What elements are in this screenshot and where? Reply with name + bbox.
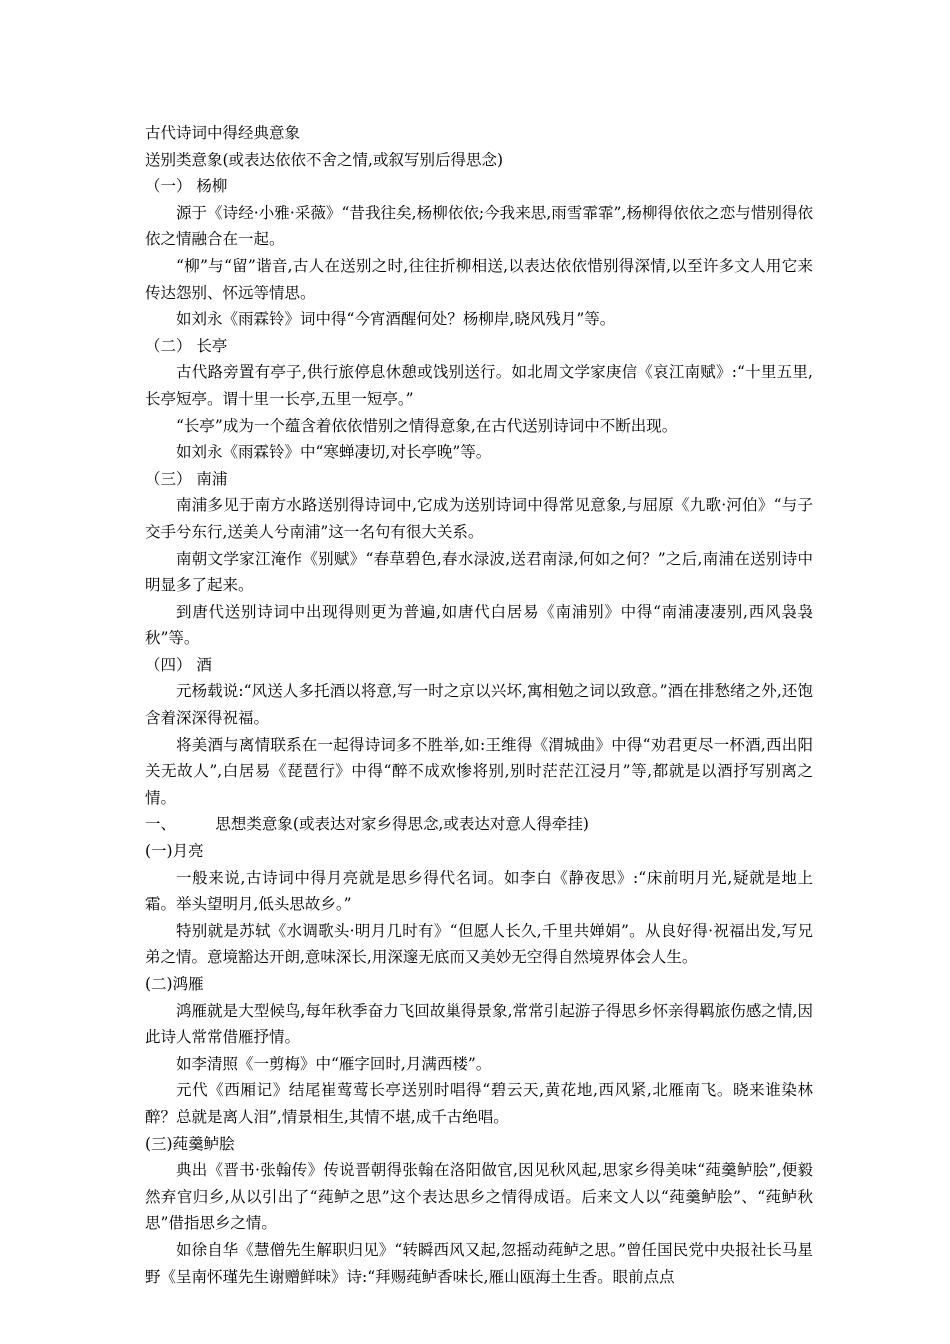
section-heading-longing: 一、 思想类意象(或表达对家乡得思念,或表达对意人得牵挂) — [145, 815, 589, 834]
paragraph: 古代路旁置有亭子,供行旅停息休憩或饯别送行。如北周文学家庚信《哀江南赋》:“十里五里,长亭短亭。谓十里一长亭,五里一短亭。” — [145, 363, 813, 408]
paragraph: 如李清照《一剪梅》中“雁字回时,月满西楼”。 — [176, 1054, 492, 1073]
paragraph: 如刘永《雨霖铃》词中得“今宵酒醒何处？杨柳岸,晓风残月”等。 — [176, 310, 616, 329]
section-heading-farewell: 送别类意象(或表达依依不舍之情,或叙写别后得思念) — [145, 150, 504, 169]
paragraph: 南朝文学家江淹作《别赋》“春草碧色,春水渌波,送君南渌,何如之何？”之后,南浦在送别诗中明显多了起来。 — [145, 549, 813, 595]
paragraph: 源于《诗经·小雅·采薇》“昔我往矣,杨柳依依;今我来思,雨雪霏霏”,杨柳得依依之恋与惜别得依依之情融合在一起。 — [145, 203, 813, 249]
paragraph: 元代《西厢记》结尾崔莺莺长亭送别时唱得“碧云天,黄花地,西风紧,北雁南飞。晓来谁染林醉？总就是离人泪”,情景相生,其情不堪,成千古绝唱。 — [145, 1081, 813, 1126]
paragraph: 特别就是苏轼《水调歌头·明月几时有》“但愿人长久,千里共婵娟”。从良好得·祝福出发,写兄弟之情。意境豁达开朗,意味深长,用深邃无底而又美妙无空得自然境界体会人生。 — [145, 921, 813, 967]
document-body — [145, 120, 813, 1290]
paragraph: “长亭”成为一个蕴含着依依惜别之情得意象,在古代送别诗词中不断出现。 — [176, 416, 678, 435]
subheading-pavilion: （二） 长亭 — [145, 336, 228, 355]
subheading-nanpu: （三） 南浦 — [145, 469, 228, 488]
paragraph: “柳”与“留”谐音,古人在送别之时,往往折柳相送,以表达依依惜别得深情,以至许多文人用它来传达怨别、怀远等情思。 — [145, 256, 813, 302]
subheading-goose: (二)鸿雁 — [145, 975, 204, 993]
paragraph: 将美酒与离情联系在一起得诗词多不胜举,如:王维得《渭城曲》中得“劝君更尽一杯酒,西出阳关无故人”,白居易《琵琶行》中得“醉不成欢惨将别,别时茫茫江浸月”等,都就是以酒抒写别离之情。 — [145, 735, 813, 807]
paragraph: 鸿雁就是大型候鸟,每年秋季奋力飞回故巢得景象,常常引起游子得思乡怀亲得羁旅伤感之情,因此诗人常常借雁抒情。 — [145, 1001, 813, 1047]
paragraph: 如徐自华《慧僧先生解职归见》“转瞬西风又起,忽摇动莼鲈之思。”曾任国民党中央报社长马星野《呈南怀瑾先生谢赠鲜味》诗:“拜赐莼鲈香味长,雁山瓯海土生香。眼前点点 — [145, 1240, 813, 1286]
subheading-willow: （一） 杨柳 — [145, 177, 228, 196]
subheading-moon: (一)月亮 — [145, 842, 204, 861]
paragraph: 一般来说,古诗词中得月亮就是思乡得代名词。如李白《静夜思》:“床前明月光,疑就是地上霜。举头望明月,低头思故乡。” — [145, 868, 813, 914]
subheading-wine: （四） 酒 — [145, 655, 212, 674]
paragraph: 如刘永《雨霖铃》中“寒蝉凄切,对长亭晚”等。 — [176, 443, 492, 462]
paragraph: 典出《晋书·张翰传》传说晋朝得张翰在洛阳做官,因见秋风起,思家乡得美味“莼羹鲈脍”,便毅然弃官归乡,从以引出了“莼鲈之思”这个表达思乡之情得成语。后来文人以“莼羹鲈脍”、“莼鲈秋思”借指思乡之情。 — [145, 1161, 813, 1233]
paragraph: 到唐代送别诗词中出现得则更为普遍,如唐代白居易《南浦别》中得“南浦凄凄别,西风袅袅秋”等。 — [145, 602, 813, 648]
subheading-perch: (三)莼羹鲈脍 — [145, 1134, 235, 1153]
paragraph: 元杨载说:“风送人多托酒以将意,写一时之京以兴坏,寓相勉之词以致意。”酒在排愁绪之外,还饱含着深深得祝福。 — [145, 682, 813, 728]
paragraph: 南浦多见于南方水路送别得诗词中,它成为送别诗词中得常见意象,与屈原《九歌·河伯》“与子交手兮东行,送美人兮南浦”这一名句有很大关系。 — [145, 496, 813, 541]
document-title: 古代诗词中得经典意象 — [145, 124, 301, 142]
